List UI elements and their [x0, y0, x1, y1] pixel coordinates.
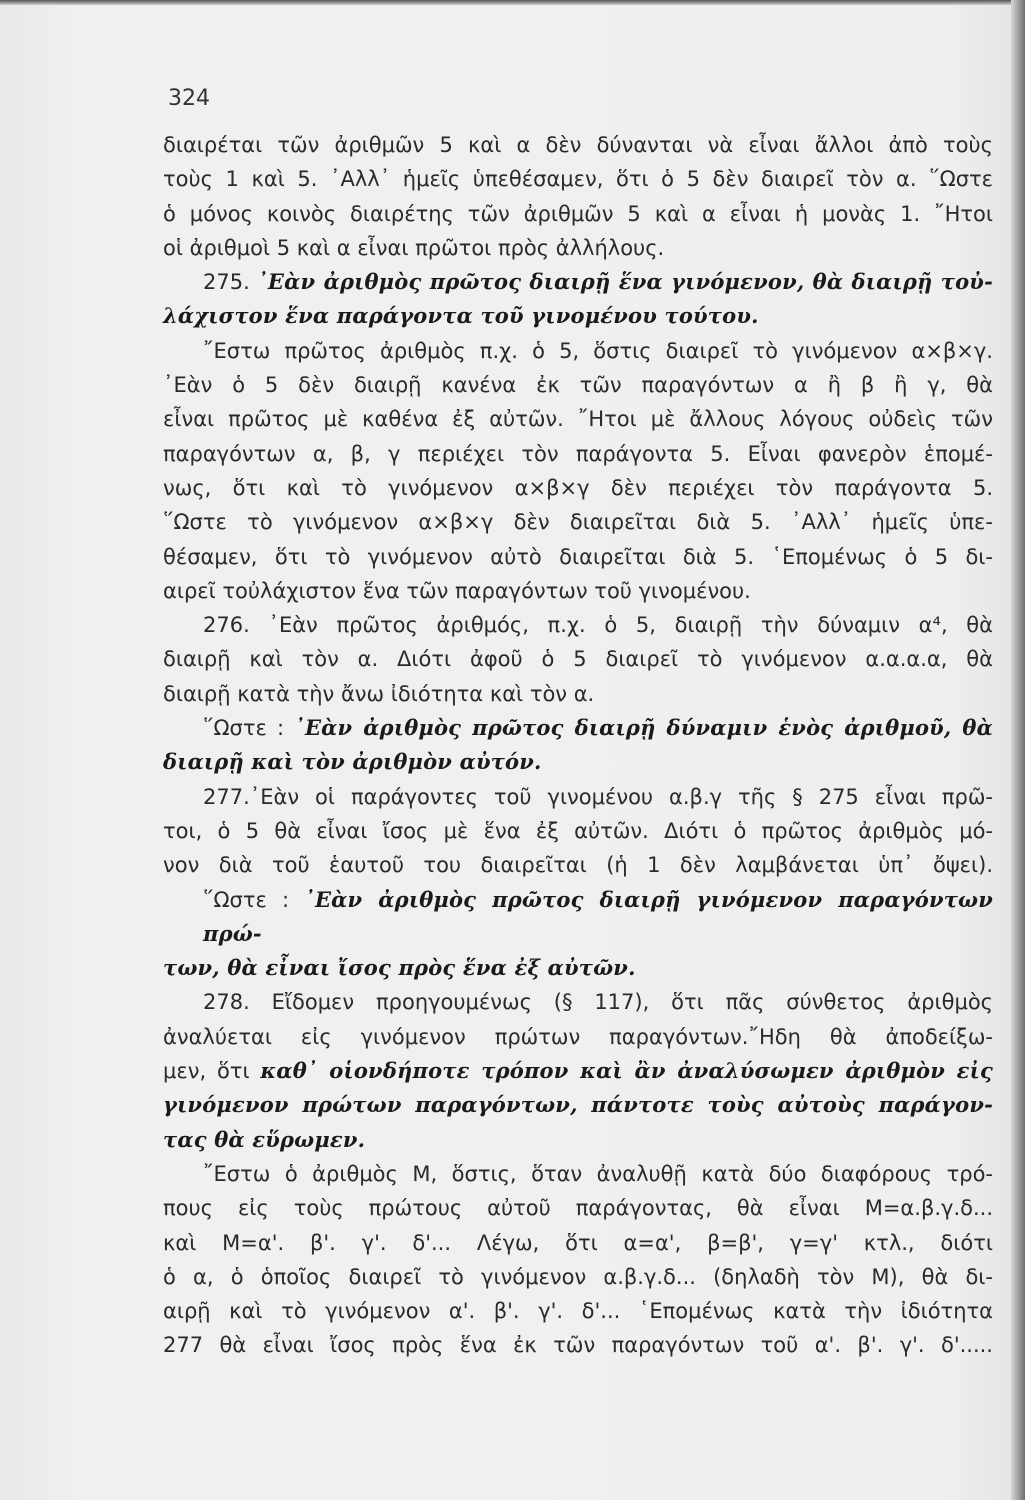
- text-line: [163, 642, 993, 676]
- text-line: [163, 1226, 993, 1260]
- line-text: θέσαμεν, ὅτι τὸ γινόμενον αὐτὸ διαιρεῖται διὰ 5. ῾Επομένως ὁ 5 δι-: [163, 544, 993, 569]
- line-text: ὁ μόνος κοινὸς διαιρέτης τῶν ἀριθμῶν 5 καὶ α εἶναι ἡ μονὰς 1. ῎Ητοι: [163, 201, 993, 226]
- line-text: καὶ Μ=α'. β'. γ'. δ'... Λέγω, ὅτι α=α', β=β', γ=γ' κτλ., διότι: [163, 1230, 993, 1255]
- line-text: τοὺς 1 καὶ 5. ᾿Αλλ᾿ ἡμεῖς ὑπεθέσαμεν, ὅτι ὁ 5 δὲν διαιρεῖ τὸν α. ῞Ωστε: [163, 167, 993, 192]
- line-text: ἀναλύεται εἰς γινόμενον πρώτων παραγόντων.῎Ηδη θὰ ἀποδείξω-: [163, 1024, 993, 1049]
- text-line: [163, 1157, 993, 1191]
- page-body-text: [163, 128, 993, 1363]
- text-line: [163, 471, 993, 505]
- line-text: ὁ α, ὁ ὁποῖος διαιρεῖ τὸ γινόμενον α.β.γ.δ... (δηλαδὴ τὸν Μ), θὰ δι-: [163, 1264, 993, 1289]
- line-text: διαιρέται τῶν ἀριθμῶν 5 καὶ α δὲν δύνανται νὰ εἶναι ἄλλοι ἀπὸ τοὺς: [163, 133, 993, 157]
- text-line: [163, 334, 993, 368]
- text-line: [163, 128, 993, 162]
- text-line: [163, 951, 993, 985]
- text-line: [163, 780, 993, 814]
- text-line: [163, 745, 993, 779]
- text-line: [163, 814, 993, 848]
- line-text: εἶναι πρῶτος μὲ καθένα ἐξ αὐτῶν. ῎Ητοι μὲ ἄλλους λόγους οὐδεὶς τῶν: [163, 407, 993, 432]
- text-line: [163, 711, 993, 745]
- line-text: ῎Εστω ὁ ἀριθμὸς Μ, ὅστις, ὅταν ἀναλυθῇ κατὰ δύο διαφόρους τρό-: [203, 1161, 993, 1186]
- text-line: [163, 437, 993, 471]
- page-number: 324: [168, 86, 210, 111]
- text-line: [163, 848, 993, 882]
- emphasized-theorem-text: τας θὰ εὕρωμεν.: [163, 1126, 366, 1152]
- text-line: [163, 265, 993, 299]
- emphasized-theorem-text: γινόμενον πρώτων παραγόντων, πάντοτε τοὺς αὐτοὺς παράγον-: [163, 1092, 993, 1118]
- line-text: ῎Εστω πρῶτος ἀριθμὸς π.χ. ὁ 5, ὅστις διαιρεῖ τὸ γινόμενον α×β×γ.: [203, 338, 993, 363]
- line-text: 275.: [203, 270, 258, 295]
- page-top-edge: [0, 0, 1025, 5]
- text-line: [163, 1294, 993, 1328]
- text-line: [163, 574, 993, 608]
- page-binding-edge: [1011, 0, 1025, 1500]
- line-text: μεν, ὅτι: [163, 1059, 261, 1084]
- text-line: [163, 1191, 993, 1225]
- text-line: [163, 162, 993, 196]
- line-text: παραγόντων α, β, γ περιέχει τὸν παράγοντα 5. Εἶναι φανερὸν ἑπομέ-: [163, 441, 993, 466]
- line-text: 277 θὰ εἶναι ἴσος πρὸς ἕνα ἐκ τῶν παραγόντων τοῦ α'. β'. γ'. δ'.....: [163, 1333, 993, 1358]
- line-text: διαιρῇ κατὰ τὴν ἄνω ἰδιότητα καὶ τὸν α.: [163, 681, 595, 706]
- line-text: διαιρῇ καὶ τὸν α. Διότι ἀφοῦ ὁ 5 διαιρεῖ τὸ γινόμενον α.α.α.α, θὰ: [163, 647, 993, 672]
- emphasized-theorem-text: καθ᾿ οἱονδήποτε τρόπον καὶ ἂν ἀναλύσωμεν ἀριθμὸν εἰς: [260, 1058, 993, 1084]
- line-text: πους εἰς τοὺς πρώτους αὐτοῦ παράγοντας, θὰ εἶναι Μ=α.β.γ.δ...: [163, 1196, 993, 1221]
- text-line: [163, 540, 993, 574]
- text-line: [163, 299, 993, 333]
- line-text: ᾿Εὰν ὁ 5 δὲν διαιρῇ κανένα ἐκ τῶν παραγόντων α ἢ β ἢ γ, θὰ: [163, 373, 993, 398]
- text-line: [163, 1123, 993, 1157]
- text-line: [163, 985, 993, 1019]
- text-line: [163, 1328, 993, 1362]
- emphasized-theorem-text: ᾿Εὰν ἀριθμὸς πρῶτος διαιρῇ δύναμιν ἑνὸς ἀριθμοῦ, θὰ: [294, 715, 993, 741]
- text-line: [163, 608, 993, 642]
- text-line: [163, 197, 993, 231]
- text-line: [163, 1054, 993, 1088]
- line-text: ῞Ωστε :: [203, 716, 295, 741]
- line-text: νως, ὅτι καὶ τὸ γινόμενον α×β×γ δὲν περιέχει τὸν παράγοντα 5.: [163, 475, 993, 500]
- line-text: ῞Ωστε τὸ γινόμενον α×β×γ δὲν διαιρεῖται διὰ 5. ᾿Αλλ᾿ ἡμεῖς ὑπε-: [163, 510, 993, 535]
- emphasized-theorem-text: των, θὰ εἶναι ἴσος πρὸς ἕνα ἐξ αὐτῶν.: [163, 955, 636, 981]
- line-text: νον διὰ τοῦ ἑαυτοῦ του διαιρεῖται (ἡ 1 δὲν λαμβάνεται ὑπ᾿ ὄψει).: [163, 853, 993, 878]
- text-line: [163, 402, 993, 436]
- text-line: [163, 1020, 993, 1054]
- emphasized-theorem-text: ᾿Εὰν ἀριθμὸς πρῶτος διαιρῇ ἕνα γινόμενον, θὰ διαιρῇ τοὐ-: [257, 269, 993, 295]
- text-line: [163, 505, 993, 539]
- line-text: ῞Ωστε :: [203, 887, 305, 912]
- line-text: οἱ ἀριθμοὶ 5 καὶ α εἶναι πρῶτοι πρὸς ἀλλήλους.: [163, 235, 665, 260]
- text-line: [163, 1260, 993, 1294]
- text-line: [163, 231, 993, 265]
- text-line: [163, 1088, 993, 1122]
- line-text: τοι, ὁ 5 θὰ εἶναι ἴσος μὲ ἕνα ἐξ αὐτῶν. Διότι ὁ πρῶτος ἀριθμὸς μό-: [163, 818, 993, 843]
- emphasized-theorem-text: διαιρῇ καὶ τὸν ἀριθμὸν αὐτόν.: [163, 749, 542, 775]
- emphasized-theorem-text: λάχιστον ἕνα παράγοντα τοῦ γινομένου τούτου.: [163, 303, 759, 329]
- line-text: αιρεῖ τοὐλάχιστον ἕνα τῶν παραγόντων τοῦ γινομένου.: [163, 578, 751, 603]
- line-text: 276. ᾿Εὰν πρῶτος ἀριθμός, π.χ. ὁ 5, διαιρῇ τὴν δύναμιν α⁴, θὰ: [203, 613, 993, 638]
- text-line: [163, 677, 993, 711]
- emphasized-theorem-text: ᾿Εὰν ἀριθμὸς πρῶτος διαιρῇ γινόμενον παραγόντων πρώ-: [203, 886, 994, 946]
- line-text: 278. Εἴδομεν προηγουμένως (§ 117), ὅτι πᾶς σύνθετος ἀριθμὸς: [203, 990, 993, 1015]
- line-text: αιρῇ καὶ τὸ γινόμενον α'. β'. γ'. δ'... ῾Επομένως κατὰ τὴν ἰδιότητα: [163, 1299, 993, 1324]
- line-text: 277.᾿Εὰν οἱ παράγοντες τοῦ γινομένου α.β.γ τῆς § 275 εἶναι πρῶ-: [203, 784, 993, 809]
- text-line: [163, 368, 993, 402]
- text-line: [163, 883, 993, 952]
